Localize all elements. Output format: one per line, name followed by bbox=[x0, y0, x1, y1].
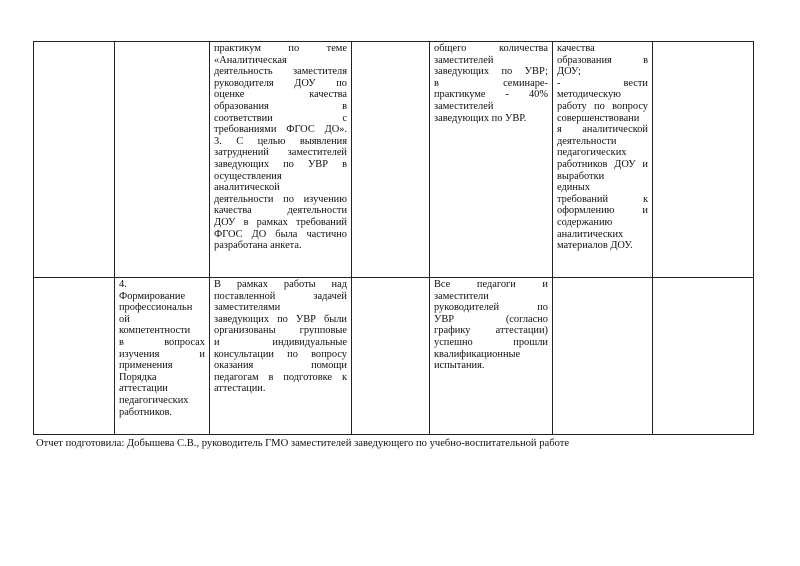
cell-text-line: Порядка bbox=[119, 371, 157, 383]
cell-text-line: в вопросах bbox=[119, 336, 205, 348]
cell-text-line: применения bbox=[119, 360, 173, 372]
cell-text-line: работников. bbox=[119, 406, 173, 418]
cell-r1-c2 bbox=[115, 42, 210, 278]
cell-text-line: затруднений заместителей bbox=[214, 147, 347, 159]
cell-text-line: содержанию bbox=[557, 216, 613, 228]
cell-r2-c3 bbox=[210, 278, 352, 435]
cell-text-line: Все педагоги и bbox=[434, 279, 548, 290]
cell-text-line: заместителями bbox=[214, 302, 281, 314]
cell-text-line: изучения и bbox=[119, 348, 205, 360]
cell-text-line: работников ДОУ и bbox=[557, 158, 648, 170]
cell-r2-c6 bbox=[553, 278, 653, 435]
cell-text-line: «Аналитическая bbox=[214, 54, 287, 66]
cell-text-line: разработана анкета. bbox=[214, 240, 302, 252]
cell-text-line: заместителей bbox=[434, 100, 494, 112]
cell-text-line: аттестации bbox=[119, 383, 168, 395]
cell-text-line: заведующих по УВР; bbox=[434, 66, 548, 78]
cell-r2-c7 bbox=[653, 278, 754, 435]
cell-text-line: деятельности bbox=[557, 135, 617, 147]
cell-text-line: успешно прошли bbox=[434, 336, 548, 348]
cell-text-line: единых bbox=[557, 182, 591, 194]
cell-text-line: заведующих по УВР. bbox=[434, 112, 527, 124]
cell-text-line: организованы групповые bbox=[214, 325, 347, 337]
table-row bbox=[34, 42, 754, 278]
cell-r2-c2 bbox=[115, 278, 210, 435]
cell-text-line: поставленной задачей bbox=[214, 290, 347, 302]
cell-text-line: оказания помощи bbox=[214, 360, 347, 372]
cell-text-line: деятельности по изучению bbox=[214, 193, 347, 205]
cell-text-line: ДОУ в рамках требований bbox=[214, 216, 347, 228]
cell-text-line: квалификационные bbox=[434, 348, 521, 360]
cell-text-line: оформлению и bbox=[557, 205, 648, 217]
cell-text-line: качества bbox=[557, 43, 595, 54]
cell-text-line: в семинаре- bbox=[434, 77, 548, 89]
cell-text-line: требований к bbox=[557, 193, 648, 205]
report-table bbox=[33, 41, 754, 435]
cell-text-line: компетентности bbox=[119, 325, 191, 337]
cell-text-line: заведующих по УВР были bbox=[214, 313, 347, 325]
cell-text-line: совершенствовани bbox=[557, 112, 640, 124]
report-footer: Отчет подготовила: Добышева С.В., руководитель ГМО заместителей заведующего по учебно-воспитательной работе bbox=[36, 438, 570, 449]
cell-text-line: аналитических bbox=[557, 228, 624, 240]
cell-r1-c1 bbox=[34, 42, 115, 278]
cell-r2-c1 bbox=[34, 278, 115, 435]
cell-text-line: оценке качества bbox=[214, 89, 347, 101]
cell-text-line: выработки bbox=[557, 170, 605, 182]
cell-text-line: испытания. bbox=[434, 360, 485, 372]
cell-r1-c3 bbox=[210, 42, 352, 278]
cell-text-line: консультации по вопросу bbox=[214, 348, 347, 360]
cell-text-line: осуществления bbox=[214, 170, 282, 182]
cell-text-line: качества деятельности bbox=[214, 205, 347, 217]
cell-text-line: заведующих по УВР в bbox=[214, 158, 347, 170]
table-row bbox=[34, 278, 754, 435]
cell-text-line: Формирование bbox=[119, 290, 186, 302]
cell-text-line: профессиональн bbox=[119, 302, 193, 314]
cell-r1-c6 bbox=[553, 42, 653, 278]
cell-text-line: соответствии с bbox=[214, 112, 347, 124]
cell-r1-c7 bbox=[653, 42, 754, 278]
cell-text-line: практикум по теме bbox=[214, 43, 347, 54]
cell-text-line: педагогических bbox=[119, 394, 189, 406]
cell-text-line: - вести bbox=[557, 77, 648, 89]
cell-r1-c5 bbox=[430, 42, 553, 278]
cell-text-line: руководителя ДОУ по bbox=[214, 77, 347, 89]
cell-text-line: графику аттестации) bbox=[434, 325, 548, 337]
cell-text-line: педагогических bbox=[557, 147, 627, 159]
cell-text-line: ДОУ; bbox=[557, 66, 581, 78]
cell-text-line: аналитической bbox=[214, 182, 280, 194]
cell-text-line: и индивидуальные bbox=[214, 336, 347, 348]
cell-text-line: образования в bbox=[557, 54, 648, 66]
cell-text-line: заместители bbox=[434, 290, 489, 302]
cell-text-line: методическую bbox=[557, 89, 621, 101]
cell-text-line: 3. С целью выявления bbox=[214, 135, 347, 147]
cell-text-line: В рамках работы над bbox=[214, 279, 347, 290]
cell-text-line: УВР (согласно bbox=[434, 313, 548, 325]
cell-text-line: ФГОС ДО была частично bbox=[214, 228, 347, 240]
cell-text-line: работу по вопросу bbox=[557, 100, 648, 112]
cell-text-line: руководителей по bbox=[434, 302, 548, 314]
cell-text-line: требованиями ФГОС ДО». bbox=[214, 124, 347, 136]
cell-text-line: 4. bbox=[119, 279, 127, 290]
cell-text-line: общего количества bbox=[434, 43, 548, 54]
cell-text-line: материалов ДОУ. bbox=[557, 240, 633, 252]
cell-text-line: я аналитической bbox=[557, 124, 648, 136]
cell-r2-c4 bbox=[352, 278, 430, 435]
cell-text-line: деятельность заместителя bbox=[214, 66, 347, 78]
cell-text-line: аттестации. bbox=[214, 383, 266, 395]
cell-text-line: образования в bbox=[214, 100, 347, 112]
cell-text-line: ой bbox=[119, 313, 130, 325]
cell-r1-c4 bbox=[352, 42, 430, 278]
cell-text-line: практикуме - 40% bbox=[434, 89, 548, 101]
cell-text-line: педагогам в подготовке к bbox=[214, 371, 347, 383]
cell-text-line: заместителей bbox=[434, 54, 494, 66]
cell-r2-c5 bbox=[430, 278, 553, 435]
